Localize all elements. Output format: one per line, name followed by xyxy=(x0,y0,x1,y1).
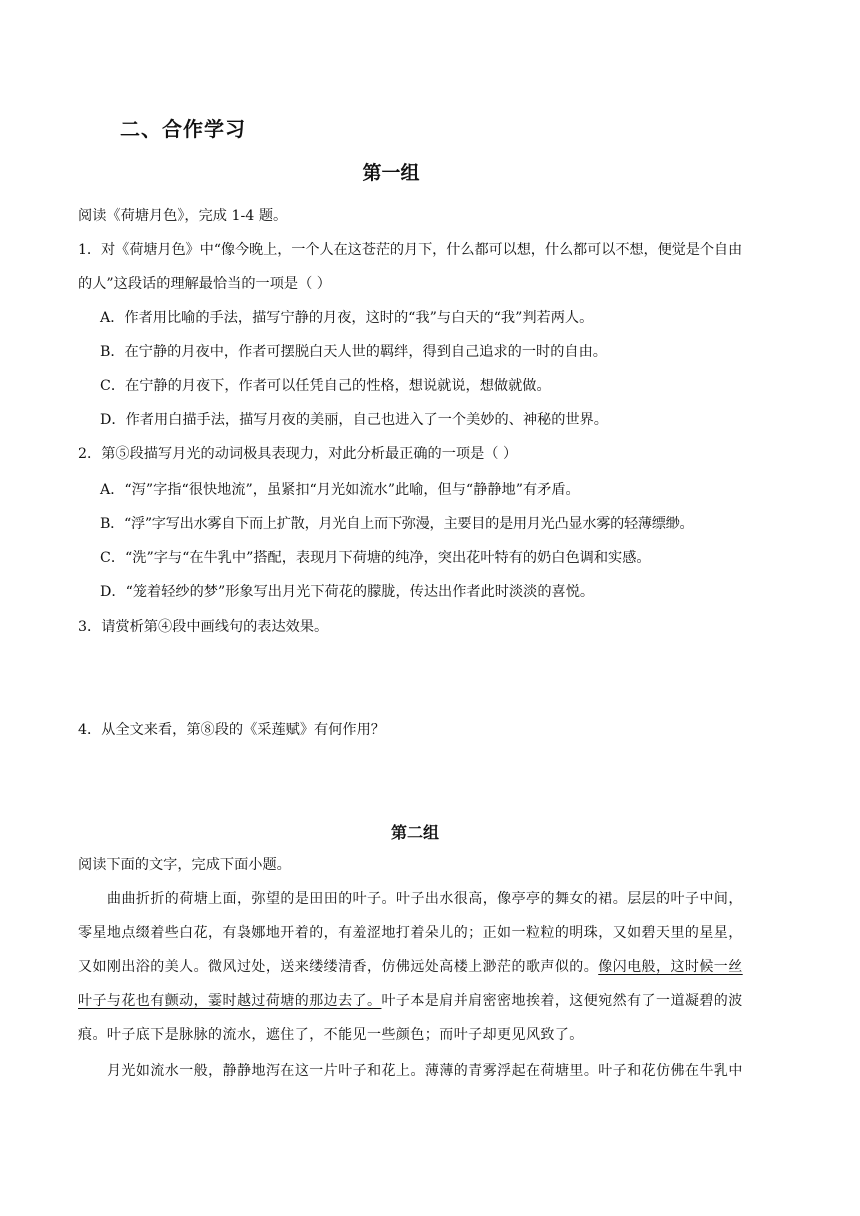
passage-line-2: 零星地点缀着些白花，有袅娜地开着的，有羞涩地打着朵儿的；正如一粒粒的明珠，又如碧天里的星星， xyxy=(78,925,743,941)
underlined-sentence-part-1: 像闪电般，这时候一丝 xyxy=(598,959,743,975)
passage-line-1: 曲曲折折的荷塘上面，弥望的是田田的叶子。叶子出水很高，像亭亭的舞女的裙。层层的叶子中间， xyxy=(107,891,743,907)
passage-line-5: 痕。叶子底下是脉脉的流水，遮住了，不能见一些颜色；而叶子却更见风致了。 xyxy=(78,1027,584,1043)
group-one-intro: 阅读《荷塘月色》，完成 1-4 题。 xyxy=(78,208,288,224)
question-2-option-d: D．“笼着轻纱的梦”形象写出月光下荷花的朦胧，传达出作者此时淡淡的喜悦。 xyxy=(100,584,595,600)
section-title: 二、合作学习 xyxy=(120,117,246,141)
passage-line-4 xyxy=(78,990,743,1010)
question-2-stem: 2．第⑤段描写月光的动词极具表现力，对此分析最正确的一项是（ ） xyxy=(78,446,518,462)
group-one-title: 第一组 xyxy=(362,162,420,184)
group-two-intro: 阅读下面的文字，完成下面小题。 xyxy=(78,857,291,873)
question-2-option-b: B．“浮”字写出水雾自下而上扩散，月光自上而下弥漫，主要目的是用月光凸显水雾的轻薄缥缈。 xyxy=(100,516,694,532)
question-1-option-c: C．在宁静的月夜下，作者可以任凭自己的性格，想说就说，想做就做。 xyxy=(100,378,551,394)
passage-paragraph-2-line-1: 月光如流水一般，静静地泻在这一片叶子和花上。薄薄的青雾浮起在荷塘里。叶子和花仿佛在牛乳中 xyxy=(107,1063,743,1079)
passage-line-4-text: 叶子本是肩并肩密密地挨着，这便宛然有了一道凝碧的波 xyxy=(381,993,743,1009)
question-3: 3．请赏析第④段中画线句的表达效果。 xyxy=(78,619,329,635)
passage-line-3 xyxy=(78,956,743,976)
question-1-stem-line-2: 的人”这段话的理解最恰当的一项是（ ） xyxy=(78,276,331,292)
question-2-option-a: A．“泻”字指“很快地流”，虽紧扣“月光如流水”此喻，但与“静静地”有矛盾。 xyxy=(100,482,580,498)
question-1-option-b: B．在宁静的月夜中，作者可摆脱白天人世的羁绊，得到自己追求的一时的自由。 xyxy=(100,344,607,360)
question-2-option-c: C．“洗”字与“在牛乳中”搭配，表现月下荷塘的纯净，突出花叶特有的奶白色调和实感。 xyxy=(100,550,651,566)
question-1-option-a: A．作者用比喻的手法，描写宁静的月夜，这时的“我”与白天的“我”判若两人。 xyxy=(100,310,594,326)
question-4: 4．从全文来看，第⑧段的《采莲赋》有何作用？ xyxy=(78,722,385,738)
underlined-sentence-part-2: 叶子与花也有颤动，霎时越过荷塘的那边去了。 xyxy=(78,993,382,1009)
question-1-option-d: D．作者用白描手法，描写月夜的美丽，自己也进入了一个美妙的、神秘的世界。 xyxy=(100,412,608,428)
question-1-stem-line-1: 1．对《荷塘月色》中“像今晚上，一个人在这苍茫的月下，什么都可以想，什么都可以不想，便觉是个自由 xyxy=(78,242,743,258)
group-two-title: 第二组 xyxy=(390,823,439,842)
passage-line-3-text: 又如刚出浴的美人。微风过处，送来缕缕清香，仿佛远处高楼上渺茫的歌声似的。 xyxy=(78,959,599,975)
